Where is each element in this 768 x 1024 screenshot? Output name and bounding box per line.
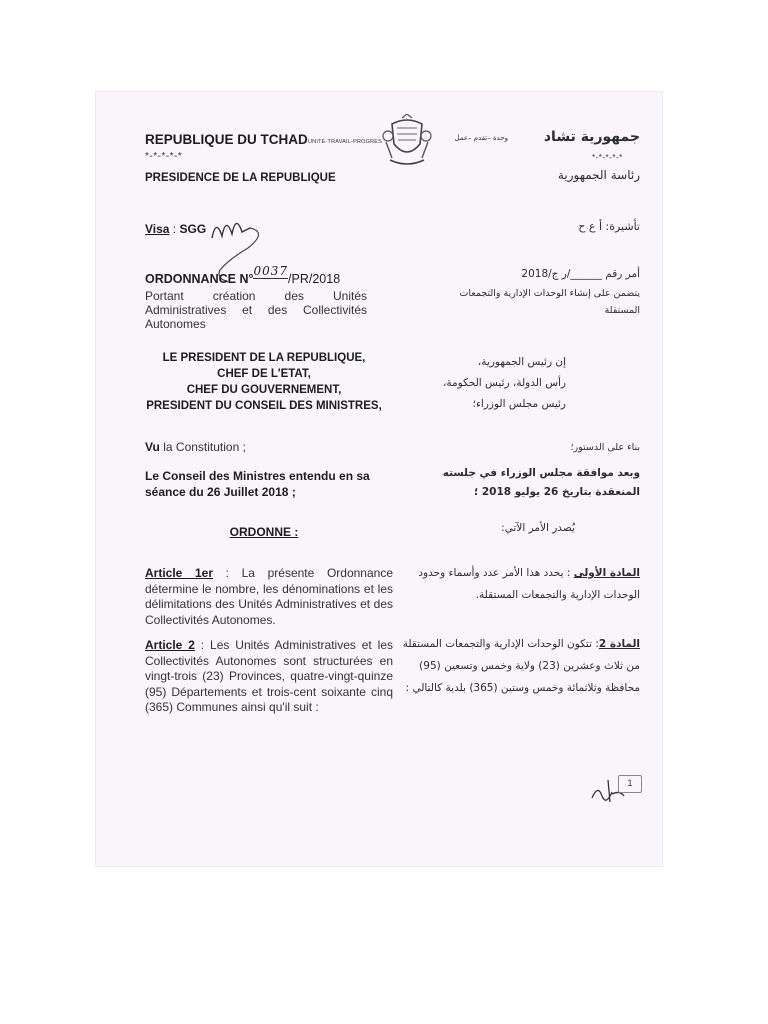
ordonnance-subject-ar: يتضمن على إنشاء الوحدات الإدارية والتجمعات المستقلة xyxy=(459,288,640,316)
article-1-label-ar: المادة الأولى xyxy=(573,567,640,579)
visa-ar: تأشيرة: أ ع ح xyxy=(578,220,640,233)
visa-line xyxy=(145,222,206,238)
president-titles-ar xyxy=(426,352,566,415)
vu-constitution xyxy=(145,440,246,456)
republic-title-ar: جمهورية تشاد xyxy=(543,129,640,145)
republic-title-fr: REPUBLIQUE DU TCHAD xyxy=(145,132,308,147)
conseil-ministres-ar: وبعد موافقة مجلس الوزراء في جلسته المنعقدة بتاريخ 26 يوليو 2018 ؛ xyxy=(442,467,640,498)
presidency-title-ar: رئاسة الجمهورية xyxy=(557,168,640,182)
ordonnance-suffix: /PR/2018 xyxy=(288,272,341,286)
motto-fr: UNITE-TRAVAIL-PROGRES xyxy=(308,139,382,145)
article-2-text: : Les Unités Administratives et les Collectivités Autonomes sont structurées en vingt-trois (23) Provinces, quatre-vingt-quinze (95) Départements et trois-cent soixante cinq (365) Communes ainsi qu'il suit : xyxy=(145,638,393,714)
stars-separator-left: *-*-*-*-* xyxy=(145,151,183,162)
ordonnance-title-ar: أمر رقم ______/ر ج/2018 xyxy=(521,268,640,280)
article-2 xyxy=(145,638,393,716)
article-1-text: : La présente Ordonnance détermine le nombre, les dénominations et les délimitations des Unités Administratives et des Collectivités Autonomes. xyxy=(145,566,394,627)
visa-value: SGG xyxy=(179,222,207,236)
vu-label: Vu xyxy=(145,440,160,454)
article-1-label: Article 1er xyxy=(145,566,214,580)
president-line-ar: إن رئيس الجمهورية، xyxy=(477,356,566,368)
president-line-ar: رئيس مجلس الوزراء؛ xyxy=(472,398,566,410)
article-1-text-ar: : يحدد هذا الأمر عدد وأسماء وحدود الوحدات الإدارية والتجمعات المستقلة. xyxy=(418,567,640,601)
vu-text: la Constitution ; xyxy=(159,440,246,454)
president-line: CHEF DU GOUVERNEMENT, xyxy=(186,384,342,396)
ordonne-heading: ORDONNE : xyxy=(229,525,299,539)
conseil-ministres: Le Conseil des Ministres entendu en sa séance du 26 Juillet 2018 ; xyxy=(145,469,370,499)
ordonne-heading-ar: يُصدر الأمر الآتي: xyxy=(501,522,575,534)
ordonnance-subject: Portant création des Unités Administratives et des Collectivités Autonomes xyxy=(145,289,367,331)
article-2-label-ar: المادة 2 xyxy=(598,638,640,650)
president-line: LE PRESIDENT DE LA REPUBLIQUE, xyxy=(162,352,366,364)
visa-sep: : xyxy=(169,222,180,236)
article-2-ar xyxy=(398,633,640,699)
president-line: CHEF DE L'ETAT, xyxy=(217,368,311,380)
article-2-label: Article 2 xyxy=(145,638,195,652)
ordonnance-number: 0037 xyxy=(253,264,289,278)
coat-of-arms-emblem xyxy=(382,114,432,168)
ordonnance-prefix: ORDONNANCE N° xyxy=(145,272,254,286)
article-1-ar xyxy=(398,562,640,606)
vu-constitution-ar: بناء على الدستور؛ xyxy=(570,442,640,453)
stars-separator-right: *-*-*-*-* xyxy=(592,153,623,162)
article-1 xyxy=(145,566,393,628)
presidency-title-fr: PRESIDENCE DE LA REPUBLIQUE xyxy=(145,172,336,184)
article-2-text-ar: : تتكون الوحدات الإدارية والتجمعات المستقلة من ثلاث وعشرين (23) ولاية وخمس وتسعين (95) محافظة وثلاثمائة وخمس وستين (365) بلدية كالتالي : xyxy=(402,638,640,694)
document-page xyxy=(96,92,662,866)
president-titles-fr xyxy=(145,350,383,414)
visa-label: Visa xyxy=(145,222,170,236)
president-line-ar: رأس الدولة، رئيس الحكومة، xyxy=(442,377,566,389)
ordonnance-title xyxy=(145,264,341,287)
motto-ar: وحدة –تقدم –عمل xyxy=(454,134,508,142)
president-line: PRESIDENT DU CONSEIL DES MINISTRES, xyxy=(146,400,382,412)
page-number: 1 xyxy=(618,775,642,793)
